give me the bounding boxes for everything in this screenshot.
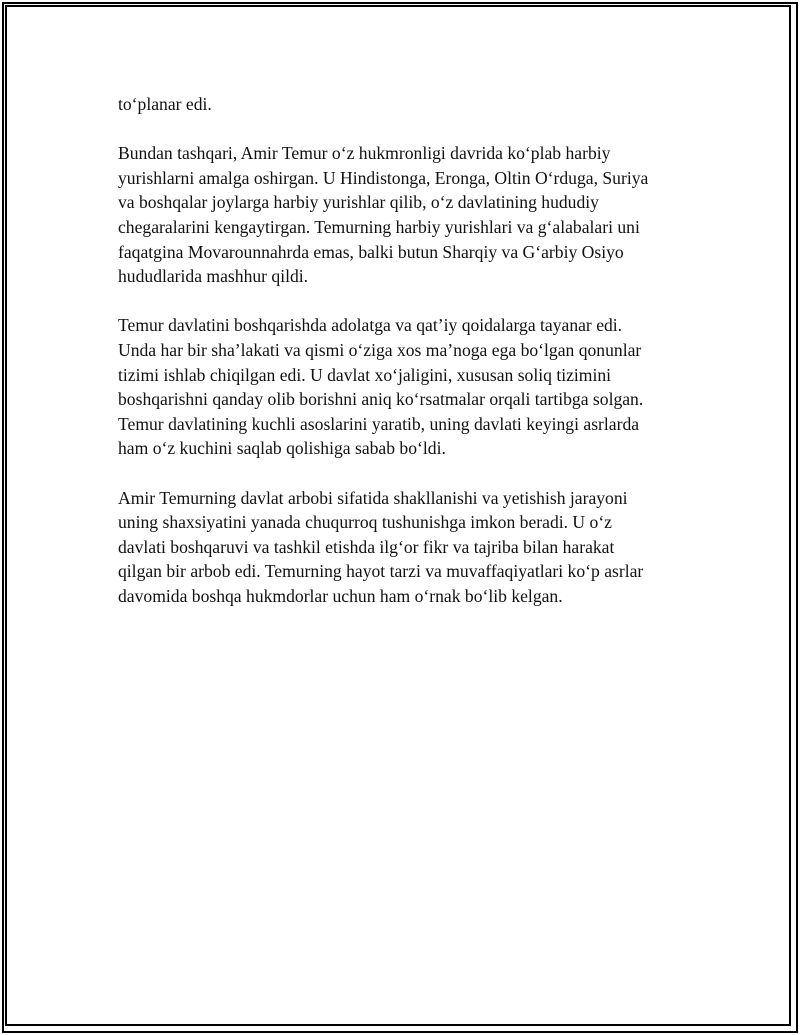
text-line: Temur davlatining kuchli asoslarini yaratib, uning davlati keyingi asrlarda (118, 413, 640, 434)
text-line: faqatgina Movarounnahrda emas, balki butun Sharqiy va G‘arbiy Osiyo (118, 241, 624, 262)
text-line: Unda har bir sha’lakati va qismi o‘ziga xos ma’noga ega bo‘lgan qonunlar (118, 339, 642, 360)
paragraph-3 (118, 313, 678, 461)
text-line: uning shaxsiyatini yanada chuqurroq tushunishga imkon beradi. U o‘z (118, 512, 612, 533)
text-line: qilgan bir arbob edi. Temurning hayot tarzi va muvaffaqiyatlari ko‘p asrlar (118, 561, 644, 582)
text-line: yurishlarni amalga oshirgan. U Hindistonga, Eronga, Oltin O‘rduga, Suriya (118, 167, 649, 188)
document-body (118, 92, 678, 633)
text-line: davomida boshqa hukmdorlar uchun ham o‘rnak bo‘lib kelgan. (118, 585, 563, 606)
text-line: tizimi ishlab chiqilgan edi. U davlat xo‘jaligini, xususan soliq tizimini (118, 364, 612, 385)
text-line: boshqarishni qanday olib borishni aniq ko‘rsatmalar orqali tartibga solgan. (118, 389, 644, 410)
text-line: chegaralarini kengaytirgan. Temurning harbiy yurishlari va g‘alabalari uni (118, 216, 640, 237)
text-line: Temur davlatini boshqarishda adolatga va qat’iy qoidalarga tayanar edi. (118, 315, 623, 336)
text-line: va boshqalar joylarga harbiy yurishlar qilib, o‘z davlatining hududiy (118, 192, 599, 213)
paragraph-1 (118, 92, 678, 117)
paragraph-2 (118, 141, 678, 289)
text-line: Amir Temurning davlat arbobi sifatida shakllanishi va yetishish jarayoni (118, 487, 628, 508)
paragraph-4 (118, 486, 678, 609)
text-line: to‘planar edi. (118, 94, 212, 114)
text-line: ham o‘z kuchini saqlab qolishiga sabab bo‘ldi. (118, 438, 446, 459)
text-line: davlati boshqaruvi va tashkil etishda ilg‘or fikr va tajriba bilan harakat (118, 536, 615, 557)
text-line: hududlarida mashhur qildi. (118, 266, 309, 287)
text-line: Bundan tashqari, Amir Temur o‘z hukmronligi davrida ko‘plab harbiy (118, 143, 611, 164)
